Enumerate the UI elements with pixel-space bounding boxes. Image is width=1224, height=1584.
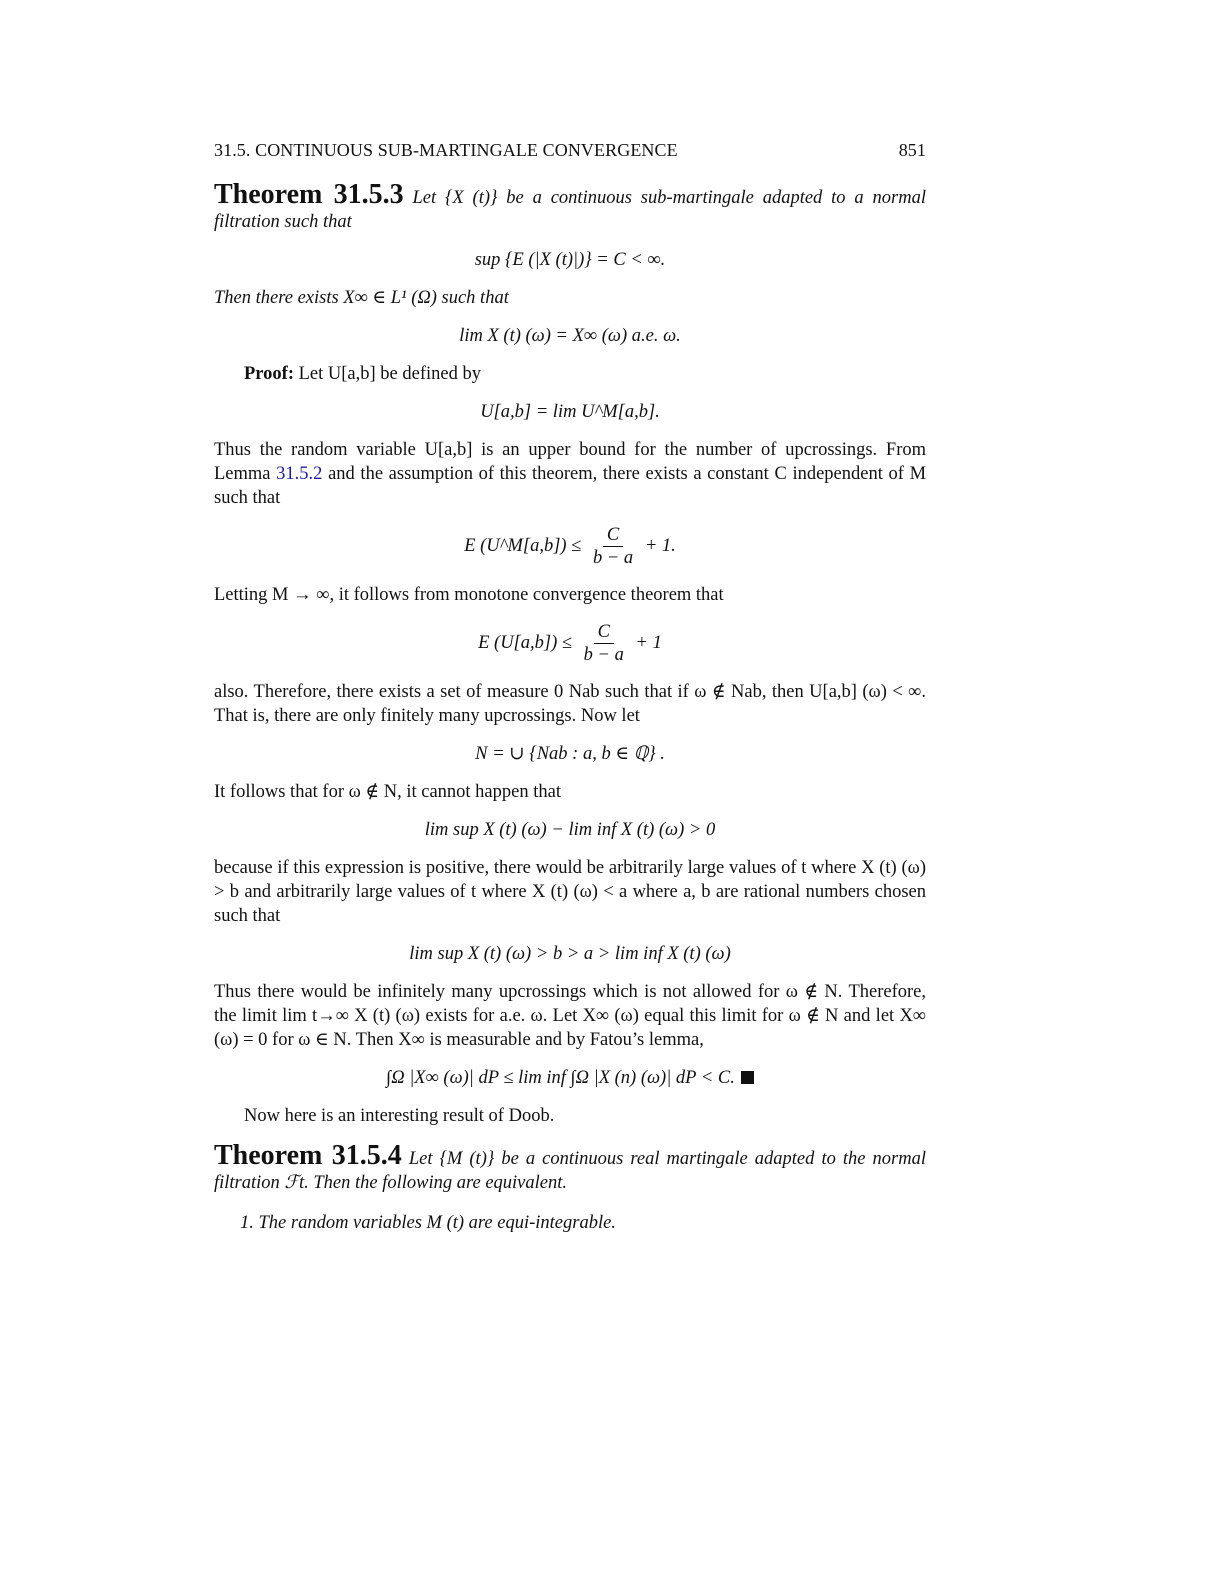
equation-limsup-liminf: lim sup X (t) (ω) − lim inf X (t) (ω) > 0 — [424, 820, 716, 840]
theorem-31-5-3 — [214, 179, 926, 234]
lemma-link[interactable]: 31.5.2 — [276, 464, 323, 484]
proof-paragraph-2: Letting M → ∞, it follows from monotone convergence theorem that — [214, 585, 724, 605]
proof-label: Proof: — [244, 364, 294, 384]
equation-limit-bound: E (U[a,b]) ≤ $\frac{C}{b - a}$ + 1 — [478, 622, 662, 665]
qed-square-icon — [741, 1071, 754, 1084]
theorem-31-5-4 — [214, 1140, 926, 1195]
proof-paragraph-4: It follows that for ω ∉ N, it cannot happen that — [214, 782, 561, 802]
proof-paragraph-6: Thus there would be infinitely many upcrossings which is not allowed for ω ∉ N. Therefore, the limit lim t→∞ X (t) (ω) exists for a.e. ω. Let X∞ (ω) equal this limit for ω ∉ N and let X∞ (ω) = 0 for ω ∈ N. Then X∞ is measurable and by Fatou’s lemma, — [214, 982, 926, 1050]
page-number: 851 — [898, 140, 926, 160]
fraction: $\frac{C}{b - a}$ — [592, 525, 634, 568]
equation-fatou: ∫Ω |X∞ (ω)| dP ≤ lim inf ∫Ω |X (n) (ω)| dP < C. — [214, 1066, 926, 1090]
running-header — [214, 140, 926, 161]
theorem-statement: Let {X (t)} be a continuous sub-martingale adapted to a normal filtration such that — [214, 188, 926, 232]
equation-sup: sup {E (|X (t)|)} = C < ∞. — [474, 250, 666, 270]
equation-limit: lim X (t) (ω) = X∞ (ω) a.e. ω. — [459, 326, 681, 346]
page-content — [214, 140, 926, 1234]
theorem-then: Then there exists X∞ ∈ L¹ (Ω) such that — [214, 288, 509, 308]
equation-chain: lim sup X (t) (ω) > b > a > lim inf X (t) (ω) — [409, 944, 731, 964]
proof-paragraph-1: Thus the random variable U[a,b] is an upper bound for the number of upcrossings. From Lemma 31.5.2 and the assumption of this theorem, there exists a constant C independent of M such that — [214, 440, 927, 508]
proof-paragraph-3: also. Therefore, there exists a set of measure 0 Nab such that if ω ∉ Nab, then U[a,b] (ω) < ∞. That is, there are only finitely many upcrossings. Now let — [214, 682, 926, 726]
fraction: $\frac{C}{b - a}$ — [583, 622, 624, 665]
theorem-statement: Let {M (t)} be a continuous real martingale adapted to the normal filtration ℱt. Then the following are equivalent. — [214, 1149, 926, 1193]
theorem-title: Theorem 31.5.3 — [214, 179, 404, 210]
section-title: 31.5. CONTINUOUS SUB-MARTINGALE CONVERGENCE — [214, 140, 678, 160]
after-proof-text: Now here is an interesting result of Doob. — [244, 1106, 555, 1126]
equation-expectation-bound: E (U^M[a,b]) ≤ $\frac{C}{b - a}$ + 1. — [464, 525, 676, 568]
list-item: 1. The random variables M (t) are equi-integrable. — [240, 1213, 616, 1233]
proof-intro: Proof: Let U[a,b] be defined by — [244, 364, 481, 384]
proof-paragraph-5: because if this expression is positive, there would be arbitrarily large values of t where X (t) (ω) > b and arbitrarily large values of t where X (t) (ω) < a where a, b are rational numbers chosen such that — [214, 858, 926, 926]
equation-union: N = ∪ {Nab : a, b ∈ ℚ} . — [475, 744, 665, 764]
equation-upcrossing-def: U[a,b] = lim U^M[a,b]. — [480, 402, 660, 422]
theorem-title: Theorem 31.5.4 — [214, 1140, 402, 1171]
